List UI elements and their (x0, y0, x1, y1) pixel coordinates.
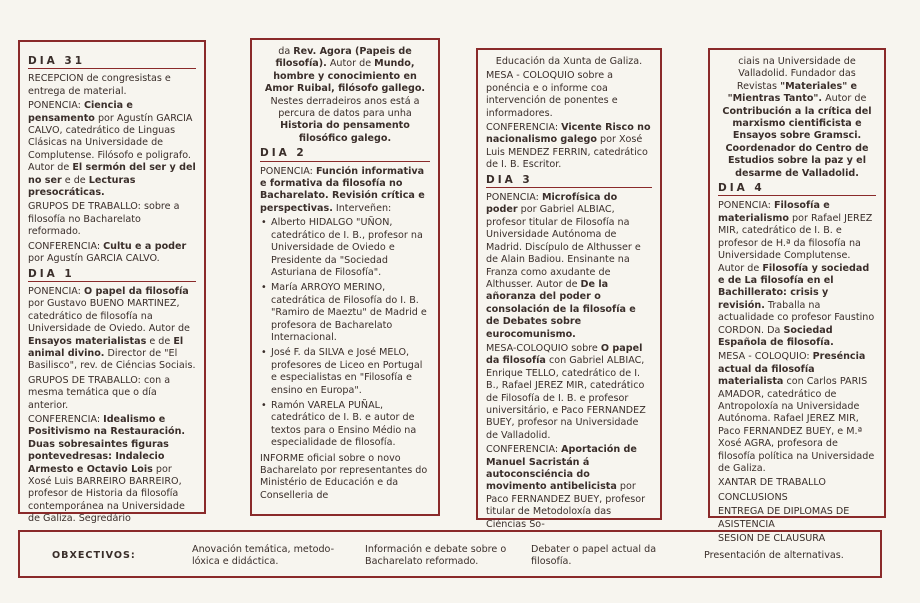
speaker-item: • Ramón VARELA PUÑAL, catedrático de I. B. e autor de textos para o Ensino Médio na especialidade de filosofía. (271, 400, 430, 450)
ponencia-entry-2: PONENCIA: O papel da filosofía por Gustavo BUENO MARTINEZ, catedrático de filosofía na Universidade de Oviedo. Autor de Ensayos materialistas e de El animal divino. Director de "El Basilisco", rev. de Ciéncias Sociais. (28, 285, 196, 372)
day-1-heading: DIA 1 (28, 268, 196, 282)
mesa-coloquio-entry: MESA - COLOQUIO sobre a ponéncia e o informe coa intervención de ponentes e informadores. (486, 70, 618, 119)
continued-text: Educación da Xunta de Galiza. (495, 56, 643, 67)
day-4-heading: DIA 4 (718, 182, 876, 196)
program-column-1 (18, 40, 206, 525)
closing-session-entry: SESION DE CLAUSURA (718, 533, 826, 545)
day-2-heading: DIA 2 (260, 147, 430, 161)
program-column-4 (708, 48, 886, 545)
day-31-heading: DIA 31 (28, 55, 196, 69)
work-groups-entry-2: GRUPOS DE TRABALLO: con a mesma temática que o día anterior. (28, 374, 171, 411)
objective-item: Anovación temática, metodo-lóxica e didáctica. (192, 544, 335, 567)
speaker-item: • José F. da SILVA e José MELO, profesores de Liceo en Portugal e especialistas en "Filosofía e ensino en Europa". (271, 347, 430, 397)
conference-entry-2: CONFERENCIA: Aportación de Manuel Sacristán á autoconsciéncia do movimento antibelicista por Paco FERNANDEZ BUEY, profesor titular de Metodoloxía das Ciéncias So- (486, 444, 646, 530)
program-column-2 (250, 38, 440, 516)
reception-entry: RECEPCION de congresistas e entrega de material. (28, 73, 171, 97)
objective-item: Debater o papel actual da filosofía. (531, 544, 657, 567)
day-3-heading: DIA 3 (486, 174, 652, 188)
ponencia-entry: PONENCIA: Función informativa e formativa da filosofía no Bacharelato. Revisión crítica e perspectivas. Interveñen: (260, 165, 425, 214)
ponencia-entry: PONENCIA: Filosofía e materialismo por Rafael JEREZ MIR, catedrático de I. B. e profesor de H.ª da filosofía na Universidade Complutense. Autor de Filosofía y sociedad e de La filosofía en el Bachillerato: crisis y revisión. Traballa na actualidade co profesor Faustino CORDON. Da Sociedad Española de filosofía. (718, 200, 875, 348)
conference-entry: CONFERENCIA: Cultu e a poder por Agustín GARCIA CALVO. (28, 240, 187, 265)
objectives-label: OBXECTIVOS: (52, 550, 136, 561)
program-column-3 (476, 48, 662, 530)
ponencia-entry: PONENCIA: Microfísica do poder por Gabriel ALBIAC, profesor titular de Filosofía na Universidade Autónoma de Madrid. Discípulo de Althusser e de Alain Badiou. Ensinante na Franza como axudante de Althusser. Autor de De la añoranza del poder o consolación de la filosofía e de Debates sobre eurocomunismo. (486, 192, 641, 340)
ponencia-entry: PONENCIA: Ciencia e pensamento por Agustín GARCIA CALVO, catedrático de Linguas Clásicas na Universidade de Complutense. Filósofo e poligrafo. Autor de El sermón del ser y del no ser e de Lecturas presocráticas. (28, 100, 196, 199)
speaker-item: • María ARROYO MERINO, catedrática de Filosofía do I. B. "Ramiro de Maeztu" de Madrid e profesora de Bacharelato Internacional. (271, 282, 430, 344)
mesa-coloquio-entry-2: MESA-COLOQUIO sobre O papel da filosofía con Gabriel ALBIAC, Enrique TELLO, catedrático de I. B., Rafael JEREZ MIR, catedrático de Filosofía de I. B. e profesor universitário, e Paco FERNANDEZ BUEY, profesor na Universidade de Valladolid. (486, 342, 646, 441)
informe-entry: INFORME oficial sobre o novo Bacharelato por representantes do Ministério de Educación e da Conselleria de (260, 452, 428, 501)
continued-bio: da Rev. Agora (Papeis de filosofía). Autor de Mundo, hombre y conocimiento en Amor Ruibal, filósofo gallego. Nestes derradeiros anos está a percura de datos para unha Historia do pensamento filosófico galego. (264, 46, 426, 144)
lunch-entry: XANTAR DE TRABALLO (718, 477, 826, 489)
work-groups-entry: GRUPOS DE TRABALLO: sobre a filosofía no Bacharelato reformado. (28, 201, 180, 238)
objective-item: Información e debate sobre o Bacharelato reformado. (365, 544, 507, 567)
conclusions-entry: CONCLUSIONS (718, 491, 788, 503)
diplomas-entry: ENTREGA DE DIPLOMAS DE ASISTENCIA (718, 506, 850, 530)
speaker-item: • Alberto HIDALGO "UÑON, catedrático de I. B., profesor na Universidade de Oviedo e Presidente da "Sociedad Asturiana de Filosofía". (271, 217, 430, 279)
conference-entry: CONFERENCIA: Vicente Risco no nacionalismo galego por Xosé Luis MENDEZ FERRIN, catedrático de I. B. Escritor. (486, 122, 651, 171)
speakers-list (260, 217, 430, 449)
mesa-coloquio-entry: MESA - COLOQUIO: Preséncia actual da filosofía materialista con Carlos PARIS AMADOR, catedrático de Antropoloxía na Universidade Autónoma. Rafael JEREZ MIR, Paco FERNANDEZ BUEY, e M.ª Xosé AGRA, profesora de filosofía política na Universidade de Galiza. (718, 351, 875, 474)
objective-item: Presentación de alternativas. (704, 550, 844, 561)
continued-bio: ciais na Universidade de Valladolid. Fundador das Revistas "Materiales" e "Mientras Tanto". Autor de Contribución a la crítica del marxismo cientificista e Ensayos sobre Gramsci. Coordenador do Centro de Estudios sobre la paz y el desarme de Valladolid. (722, 56, 872, 179)
conference-entry-2: CONFERENCIA: Idealismo e Positivismo na Restauración. Duas sobresaintes figuras pontevedresas: Indalecio Armesto e Octavio Lois por Xosé Luis BARREIRO BARREIRO, profesor de Historia da filosofía contemporánea na Universidade de Galiza. Segredário (28, 413, 186, 525)
objectives-box (18, 530, 882, 578)
